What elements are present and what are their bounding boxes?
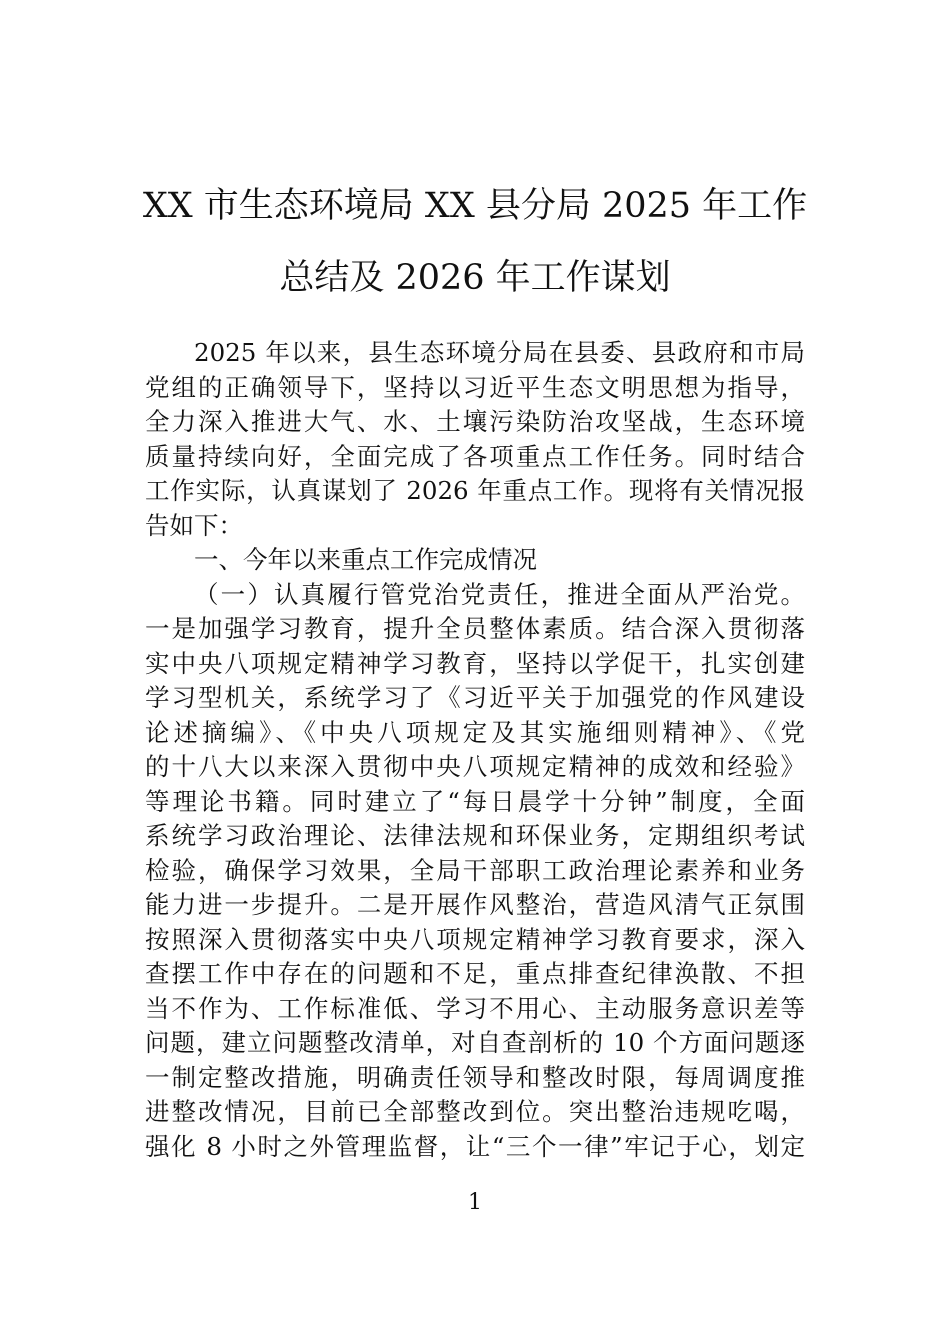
body-line: 进整改情况，目前已全部整改到位。突出整治违规吃喝， — [145, 1097, 805, 1126]
body-line: 的十八大以来深入贯彻中央八项规定精神的成效和经验》 — [145, 752, 805, 781]
page-number: 1 — [468, 1190, 482, 1215]
document-title — [120, 170, 830, 314]
body-line: 系统学习政治理论、法律法规和环保业务，定期组织考试 — [145, 821, 805, 850]
body-line: 当不作为、工作标准低、学习不用心、主动服务意识差等 — [145, 993, 805, 1023]
body-line: 实中央八项规定精神学习教育，坚持以学促干，扎实创建 — [145, 648, 805, 678]
body-line: 一制定整改措施，明确责任领导和整改时限，每周调度推 — [145, 1062, 805, 1092]
body-line: 等理论书籍。同时建立了“每日晨学十分钟”制度，全面 — [145, 786, 805, 816]
title-line-1: XX 市生态环境局 XX 县分局 2025 年工作 — [142, 186, 808, 226]
body-line: 党组的正确领导下，坚持以习近平生态文明思想为指导， — [145, 372, 805, 402]
body-line: 强化 8 小时之外管理监督，让“三个一律”牢记于心，划定 — [145, 1131, 805, 1161]
body-line: 全力深入推进大气、水、土壤污染防治攻坚战，生态环境 — [145, 407, 805, 436]
body-line: 工作实际，认真谋划了 2026 年重点工作。现将有关情况报 — [145, 476, 805, 505]
section-heading: 一、今年以来重点工作完成情况 — [194, 545, 537, 574]
body-line: 2025 年以来，县生态环境分局在县委、县政府和市局 — [194, 338, 805, 367]
body-line: 告如下： — [145, 510, 243, 540]
body-line: 能力进一步提升。二是开展作风整治，营造风清气正氛围 — [145, 890, 805, 919]
document-body — [145, 336, 805, 1164]
body-line: 论述摘编》、《中央八项规定及其实施细则精神》、《党 — [145, 717, 805, 747]
body-line: 质量持续向好，全面完成了各项重点工作任务。同时结合 — [145, 441, 805, 471]
body-line: 查摆工作中存在的问题和不足，重点排查纪律涣散、不担 — [145, 959, 805, 988]
body-line: 学习型机关，系统学习了《习近平关于加强党的作风建设 — [145, 683, 805, 712]
body-line: 问题，建立问题整改清单，对自查剖析的 10 个方面问题逐 — [145, 1028, 805, 1057]
title-line-2: 总结及 2026 年工作谋划 — [279, 258, 671, 298]
body-line: 检验，确保学习效果，全局干部职工政治理论素养和业务 — [145, 855, 805, 885]
subsection-heading: （一）认真履行管党治党责任，推进全面从严治党。 — [194, 579, 805, 609]
body-line: 按照深入贯彻落实中央八项规定精神学习教育要求，深入 — [145, 924, 805, 954]
body-line: 一是加强学习教育，提升全员整体素质。结合深入贯彻落 — [145, 614, 805, 643]
